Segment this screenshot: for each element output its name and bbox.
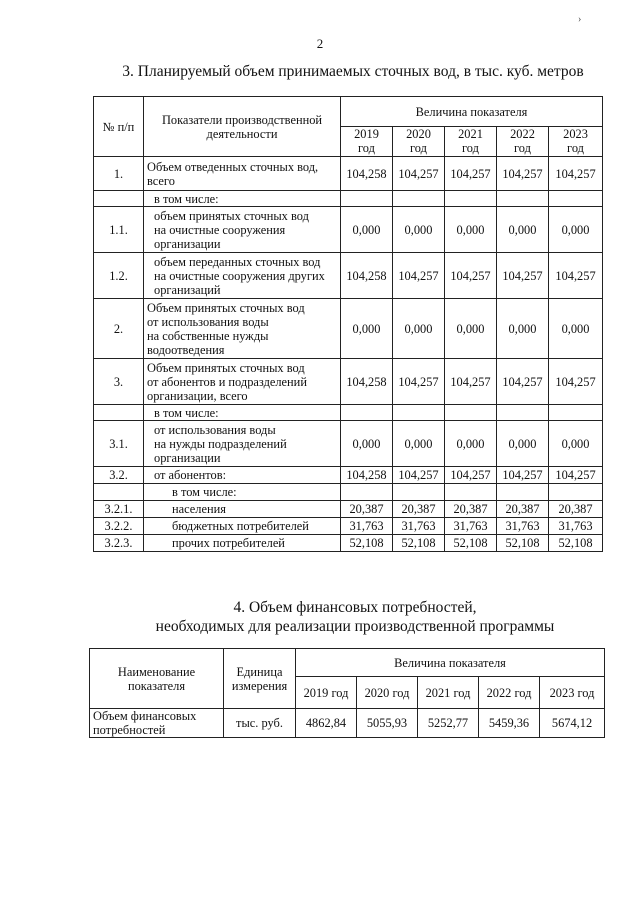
value-cell: 0,000 xyxy=(497,299,549,359)
header-value-group: Величина показателя xyxy=(341,97,603,127)
value-cell: 52,108 xyxy=(549,535,603,552)
value-cell: 0,000 xyxy=(393,421,445,467)
unit-cell: тыс. руб. xyxy=(224,709,296,738)
scan-mark: › xyxy=(578,14,582,25)
value-cell: 104,257 xyxy=(497,467,549,484)
table-row xyxy=(94,501,603,518)
table-row xyxy=(94,421,603,467)
header-num: № п/п xyxy=(94,97,144,157)
row-label-line: на нужды подразделений xyxy=(154,436,287,451)
value-cell: 0,000 xyxy=(341,207,393,253)
value-cell: 0,000 xyxy=(549,207,603,253)
value-cell: 104,257 xyxy=(549,157,603,191)
header-year: 2021 год xyxy=(418,677,479,709)
row-number: 1. xyxy=(94,157,144,191)
row-label-line: организации xyxy=(154,450,221,465)
row-label-line: Объем принятых сточных вод xyxy=(147,360,305,375)
value-cell: 104,258 xyxy=(341,253,393,299)
value-cell xyxy=(549,191,603,207)
value-cell: 5459,36 xyxy=(479,709,540,738)
value-cell: 104,257 xyxy=(445,253,497,299)
value-cell: 0,000 xyxy=(341,421,393,467)
row-label-line: организации, всего xyxy=(147,388,248,403)
value-cell: 0,000 xyxy=(445,207,497,253)
table-row xyxy=(94,467,603,484)
row-label-line: объем принятых сточных вод xyxy=(154,208,309,223)
value-cell: 5055,93 xyxy=(357,709,418,738)
row-label-line: потребностей xyxy=(93,723,166,737)
value-cell xyxy=(341,484,393,501)
row-label-line: от абонентов: xyxy=(154,468,227,482)
value-cell: 5252,77 xyxy=(418,709,479,738)
table-row xyxy=(94,484,603,501)
value-cell xyxy=(393,484,445,501)
value-cell xyxy=(549,405,603,421)
row-label xyxy=(144,207,341,253)
row-label xyxy=(144,518,341,535)
value-cell: 20,387 xyxy=(445,501,497,518)
financial-needs-table xyxy=(89,648,605,738)
value-cell: 52,108 xyxy=(497,535,549,552)
value-cell: 104,257 xyxy=(445,359,497,405)
value-cell: 104,258 xyxy=(341,157,393,191)
row-number: 3.2.1. xyxy=(94,501,144,518)
value-cell: 0,000 xyxy=(549,299,603,359)
value-cell xyxy=(393,191,445,207)
value-cell xyxy=(393,405,445,421)
row-label-line: Объем принятых сточных вод xyxy=(147,300,305,315)
header-year: 2019 год xyxy=(341,127,393,157)
value-cell: 104,257 xyxy=(445,157,497,191)
header-year: 2020 год xyxy=(393,127,445,157)
value-cell xyxy=(497,484,549,501)
value-cell: 4862,84 xyxy=(296,709,357,738)
row-label-line: на очистные сооружения xyxy=(154,222,286,237)
page-number: 2 xyxy=(316,36,324,51)
value-cell xyxy=(341,191,393,207)
row-label xyxy=(90,709,224,738)
value-cell: 104,257 xyxy=(549,467,603,484)
table-row xyxy=(94,157,603,191)
table-row xyxy=(94,253,603,299)
row-number: 3.2. xyxy=(94,467,144,484)
header-year: 2022 год xyxy=(497,127,549,157)
value-cell: 20,387 xyxy=(497,501,549,518)
row-label-line: от использования воды xyxy=(147,314,269,329)
value-cell: 104,258 xyxy=(341,359,393,405)
header-year: 2021 год xyxy=(445,127,497,157)
value-cell xyxy=(549,484,603,501)
section-4-title-line-1: 4. Объем финансовых потребностей, xyxy=(233,599,477,616)
value-cell: 31,763 xyxy=(341,518,393,535)
row-label-line: на собственные нужды xyxy=(147,328,269,343)
header-indicators: Показатели производственной деятельности xyxy=(144,97,341,157)
section-3-title: 3. Планируемый объем принимаемых сточных вод, в тыс. куб. метров xyxy=(122,63,584,80)
row-number xyxy=(94,191,144,207)
row-label-line: всего xyxy=(147,173,175,188)
value-cell: 31,763 xyxy=(445,518,497,535)
value-cell: 52,108 xyxy=(445,535,497,552)
row-label-line: населения xyxy=(172,502,226,516)
row-number: 3.1. xyxy=(94,421,144,467)
value-cell: 0,000 xyxy=(497,207,549,253)
value-cell xyxy=(445,484,497,501)
value-cell: 31,763 xyxy=(549,518,603,535)
value-cell: 104,257 xyxy=(393,359,445,405)
table-row xyxy=(94,405,603,421)
value-cell: 5674,12 xyxy=(540,709,605,738)
row-label-line: объем переданных сточных вод xyxy=(154,254,321,269)
row-label xyxy=(144,421,341,467)
header-year: 2022 год xyxy=(479,677,540,709)
row-label xyxy=(144,191,341,207)
value-cell: 0,000 xyxy=(341,299,393,359)
table-row xyxy=(94,518,603,535)
row-number: 1.1. xyxy=(94,207,144,253)
row-label xyxy=(144,157,341,191)
value-cell xyxy=(497,191,549,207)
section-4-title-line-2: необходимых для реализации производственной программы xyxy=(155,618,555,635)
row-number: 3.2.2. xyxy=(94,518,144,535)
row-number xyxy=(94,405,144,421)
value-cell xyxy=(341,405,393,421)
value-cell: 104,257 xyxy=(549,359,603,405)
row-label xyxy=(144,467,341,484)
table-row xyxy=(94,535,603,552)
value-cell: 20,387 xyxy=(393,501,445,518)
value-cell: 0,000 xyxy=(445,421,497,467)
value-cell: 52,108 xyxy=(341,535,393,552)
table-row xyxy=(94,207,603,253)
row-label-line: от абонентов и подразделений xyxy=(147,374,307,389)
row-number xyxy=(94,484,144,501)
row-label-line: организации xyxy=(154,236,221,251)
value-cell: 104,257 xyxy=(445,467,497,484)
row-label-line: в том числе: xyxy=(154,405,219,420)
value-cell: 104,257 xyxy=(549,253,603,299)
row-label xyxy=(144,535,341,552)
value-cell: 52,108 xyxy=(393,535,445,552)
value-cell: 0,000 xyxy=(497,421,549,467)
row-label xyxy=(144,299,341,359)
row-label xyxy=(144,405,341,421)
value-cell: 31,763 xyxy=(393,518,445,535)
value-cell: 104,257 xyxy=(497,359,549,405)
row-label-line: прочих потребителей xyxy=(172,536,285,550)
value-cell: 0,000 xyxy=(393,207,445,253)
header-year: 2020 год xyxy=(357,677,418,709)
value-cell: 0,000 xyxy=(393,299,445,359)
row-number: 2. xyxy=(94,299,144,359)
table-row xyxy=(94,191,603,207)
value-cell xyxy=(445,191,497,207)
row-label-line: Объем отведенных сточных вод, xyxy=(147,159,319,174)
value-cell xyxy=(497,405,549,421)
value-cell: 104,257 xyxy=(497,157,549,191)
value-cell: 104,257 xyxy=(393,157,445,191)
value-cell: 20,387 xyxy=(341,501,393,518)
row-number: 3. xyxy=(94,359,144,405)
value-cell: 0,000 xyxy=(549,421,603,467)
value-cell: 31,763 xyxy=(497,518,549,535)
table-row xyxy=(94,359,603,405)
table-row xyxy=(90,709,605,738)
row-number: 1.2. xyxy=(94,253,144,299)
row-label-line: в том числе: xyxy=(154,191,219,206)
value-cell: 20,387 xyxy=(549,501,603,518)
row-number: 3.2.3. xyxy=(94,535,144,552)
header-unit: Единица измерения xyxy=(224,649,296,709)
value-cell: 104,257 xyxy=(497,253,549,299)
wastewater-volume-table xyxy=(93,96,603,552)
row-label-line: водоотведения xyxy=(147,342,225,357)
value-cell: 104,257 xyxy=(393,253,445,299)
value-cell xyxy=(445,405,497,421)
row-label xyxy=(144,484,341,501)
row-label-line: бюджетных потребителей xyxy=(172,519,309,533)
row-label xyxy=(144,501,341,518)
row-label-line: организаций xyxy=(154,282,221,297)
row-label xyxy=(144,359,341,405)
table-row xyxy=(94,299,603,359)
row-label-line: от использования воды xyxy=(154,422,276,437)
row-label-line: на очистные сооружения других xyxy=(154,268,325,283)
value-cell: 104,258 xyxy=(341,467,393,484)
header-value-group: Величина показателя xyxy=(296,649,605,677)
header-year: 2019 год xyxy=(296,677,357,709)
header-year: 2023 год xyxy=(549,127,603,157)
value-cell: 104,257 xyxy=(393,467,445,484)
header-year: 2023 год xyxy=(540,677,605,709)
row-label-line: в том числе: xyxy=(172,485,237,499)
header-name: Наименование показателя xyxy=(90,649,224,709)
section-4-title xyxy=(5,598,640,636)
row-label-line: Объем финансовых xyxy=(93,709,197,723)
row-label xyxy=(144,253,341,299)
value-cell: 0,000 xyxy=(445,299,497,359)
